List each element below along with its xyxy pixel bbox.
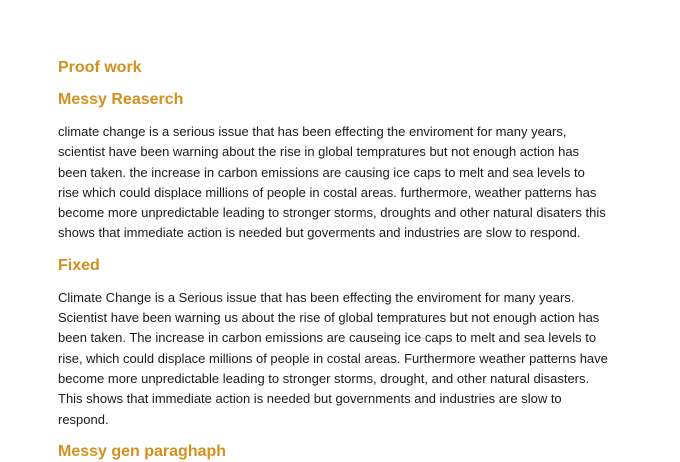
paragraph-line: Climate Change is a Serious issue that has been effecting the enviroment for many years. [58,289,575,305]
paragraph-line: scientist have been warning about the rise in global tempratures but not enough action has [58,144,580,160]
paragraph-line: climate change is a serious issue that has been effecting the enviroment for many years, [58,124,567,139]
paragraph-line: Scientist have been warning us about the rise of global tempratures but not enough action has [58,310,600,326]
paragraph-line: respond. [58,411,109,427]
heading-messy-research: Messy Reaserch [58,91,184,108]
paragraph-line: been taken. The increase in carbon emissions are causeing ice caps to melt and sea levels to [58,330,597,346]
heading-fixed: Fixed [58,256,100,274]
paragraph-line: shows that immediate action is needed but goverments and industries are slow to respond. [58,225,581,241]
paragraph-line: rise, which could displace millions of people in costal areas. Furthermore weather patterns have [58,350,608,366]
paragraph-line: rise which could displace millions of people in costal areas. furthermore, weather patterns has [58,184,597,200]
paragraph-fixed [58,288,638,430]
paragraph-line: been taken. the increase in carbon emissions are causing ice caps to melt and sea levels to [58,164,585,180]
heading-proof-work: Proof work [58,59,142,76]
heading-messy-gen-paragraph: Messy gen paraghaph [58,442,227,460]
paragraph-messy-research [58,122,638,244]
paragraph-line: This shows that immediate action is needed but governments and industries are slow to [58,391,562,407]
paragraph-line: become more unpredictable leading to stronger storms, droughts and other natural disaters this [58,205,606,221]
paragraph-line: become more unpredictable leading to stronger storms, drought, and other natural disasters. [58,370,590,386]
document-page [58,56,638,462]
